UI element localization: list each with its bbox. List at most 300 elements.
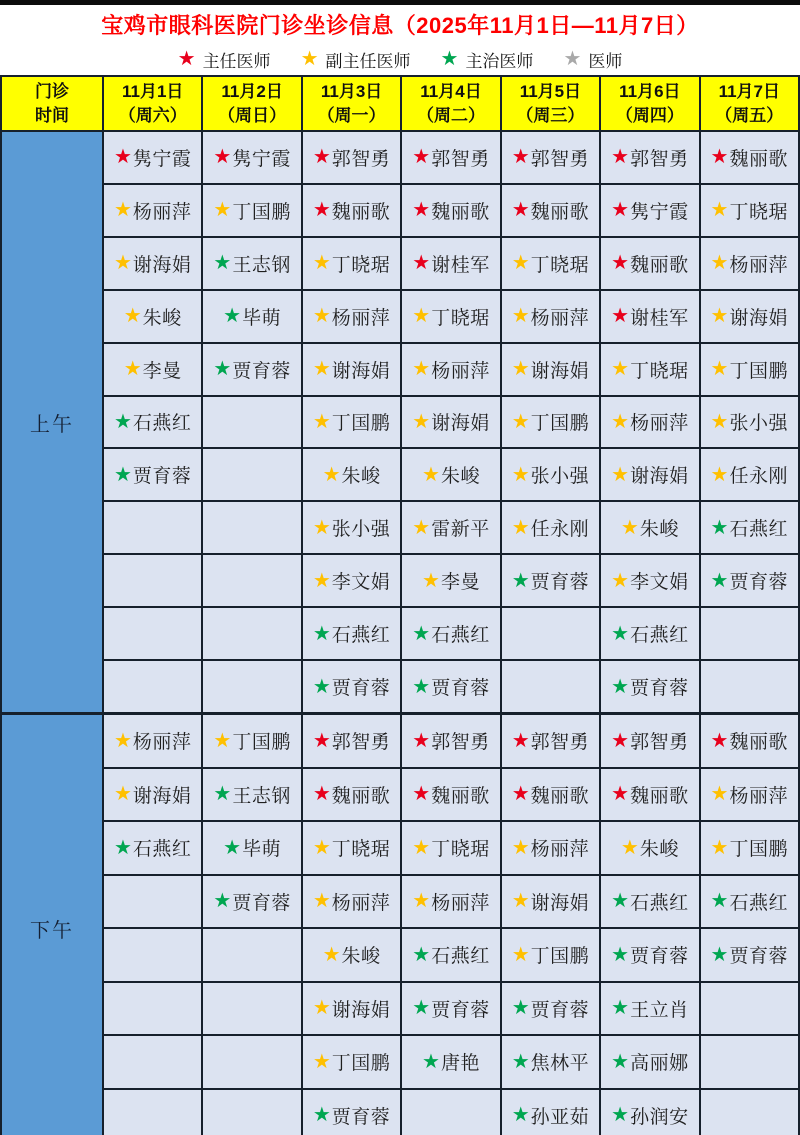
- doctor-level-star-icon: ★: [213, 783, 232, 806]
- doctor-level-star-icon: ★: [511, 146, 530, 169]
- doctor-name: 任永刚: [530, 519, 590, 541]
- doctor-level-star-icon: ★: [113, 199, 132, 222]
- time-header-cell: [2, 77, 102, 130]
- masthead: [0, 5, 800, 75]
- schedule-cell: [303, 397, 400, 448]
- doctor-level-star-icon: ★: [511, 836, 530, 859]
- legend-item: [301, 47, 411, 72]
- empty-cell: [104, 608, 201, 659]
- schedule-cell: [402, 397, 499, 448]
- doctor-level-star-icon: ★: [511, 943, 530, 966]
- empty-cell: [203, 502, 300, 553]
- schedule-cell: [303, 449, 400, 500]
- doctor-level-star-icon: ★: [312, 675, 331, 698]
- doctor-name: 郭智勇: [331, 148, 391, 170]
- doctor-name: 魏丽歌: [630, 254, 689, 276]
- doctor-level-star-icon: ★: [511, 1050, 530, 1073]
- doctor-level-star-icon: ★: [511, 997, 530, 1020]
- doctor-name: 谢海娟: [630, 466, 689, 488]
- schedule-cell: [502, 769, 599, 821]
- legend-star-icon: ★: [440, 48, 459, 70]
- doctor-name: 郭智勇: [530, 732, 590, 754]
- doctor-level-star-icon: ★: [611, 997, 630, 1020]
- schedule-cell: [701, 132, 798, 183]
- doctor-name: 朱峻: [639, 519, 679, 541]
- doctor-level-star-icon: ★: [611, 783, 630, 806]
- doctor-name: 魏丽歌: [729, 732, 788, 754]
- doctor-level-star-icon: ★: [710, 146, 729, 169]
- doctor-level-star-icon: ★: [511, 729, 530, 752]
- doctor-name: 郭智勇: [530, 148, 590, 170]
- doctor-level-star-icon: ★: [611, 729, 630, 752]
- doctor-name: 石燕红: [132, 839, 192, 861]
- doctor-name: 魏丽歌: [331, 201, 391, 223]
- legend-star-icon: ★: [300, 48, 319, 70]
- empty-cell: [402, 1090, 499, 1135]
- doctor-level-star-icon: ★: [511, 890, 530, 913]
- empty-cell: [701, 608, 798, 659]
- doctor-name: 魏丽歌: [331, 785, 391, 807]
- day-header-date: 11月5日: [519, 81, 582, 101]
- schedule-cell: [502, 397, 599, 448]
- empty-cell: [701, 1090, 798, 1135]
- schedule-cell: [203, 185, 300, 236]
- empty-cell: [502, 661, 599, 712]
- legend-label: 主任医师: [202, 51, 271, 71]
- doctor-name: 雷新平: [431, 519, 490, 541]
- doctor-level-star-icon: ★: [213, 358, 232, 381]
- time-period-label: 下午: [2, 715, 102, 1135]
- schedule-cell: [502, 132, 599, 183]
- doctor-name: 杨丽萍: [132, 201, 192, 223]
- doctor-level-star-icon: ★: [611, 1050, 630, 1073]
- doctor-name: 魏丽歌: [729, 148, 788, 170]
- empty-cell: [104, 502, 201, 553]
- day-header-weekday: （周日）: [218, 105, 287, 125]
- schedule-cell: [701, 185, 798, 236]
- doctor-name: 谢桂军: [431, 254, 490, 276]
- schedule-cell: [303, 555, 400, 606]
- schedule-cell: [303, 185, 400, 236]
- doctor-level-star-icon: ★: [312, 569, 331, 592]
- doctor-name: 石燕红: [630, 625, 689, 647]
- schedule-cell: [601, 555, 698, 606]
- schedule-cell: [203, 344, 300, 395]
- doctor-level-star-icon: ★: [322, 943, 341, 966]
- empty-cell: [104, 555, 201, 606]
- doctor-name: 杨丽萍: [729, 254, 788, 276]
- doctor-level-star-icon: ★: [412, 358, 431, 381]
- doctor-name: 郭智勇: [630, 148, 689, 170]
- legend-star-icon: ★: [177, 48, 196, 70]
- schedule-cell: [701, 238, 798, 289]
- schedule-cell: [601, 769, 698, 821]
- schedule-cell: [701, 876, 798, 928]
- schedule-cell: [502, 502, 599, 553]
- doctor-name: 王志钢: [232, 785, 291, 807]
- doctor-name: 谢海娟: [132, 254, 192, 276]
- doctor-level-star-icon: ★: [710, 252, 729, 275]
- schedule-cell: [303, 822, 400, 874]
- doctor-level-star-icon: ★: [611, 463, 630, 486]
- doctor-level-star-icon: ★: [611, 569, 630, 592]
- header-row: [2, 77, 798, 130]
- doctor-name: 贾育蓉: [431, 678, 490, 700]
- legend-item: [441, 47, 534, 72]
- schedule-cell: [203, 291, 300, 342]
- schedule-cell: [402, 132, 499, 183]
- doctor-name: 贾育蓉: [530, 572, 590, 594]
- doctor-level-star-icon: ★: [710, 358, 729, 381]
- schedule-cell: [601, 397, 698, 448]
- schedule-cell: [701, 449, 798, 500]
- doctor-level-star-icon: ★: [611, 410, 630, 433]
- empty-cell: [104, 661, 201, 712]
- schedule-cell: [601, 502, 698, 553]
- doctor-name: 杨丽萍: [132, 732, 192, 754]
- doctor-level-star-icon: ★: [611, 675, 630, 698]
- day-header-weekday: （周三）: [516, 105, 585, 125]
- time-header-line2: 时间: [35, 105, 69, 125]
- schedule-cell: [402, 608, 499, 659]
- schedule-cell: [502, 983, 599, 1035]
- doctor-level-star-icon: ★: [213, 146, 232, 169]
- schedule-cell: [402, 769, 499, 821]
- schedule-cell: [303, 132, 400, 183]
- empty-cell: [104, 876, 201, 928]
- doctor-level-star-icon: ★: [312, 358, 331, 381]
- schedule-cell: [203, 715, 300, 767]
- doctor-level-star-icon: ★: [213, 199, 232, 222]
- doctor-name: 石燕红: [729, 519, 788, 541]
- doctor-level-star-icon: ★: [412, 836, 431, 859]
- doctor-name: 丁国鹏: [530, 946, 590, 968]
- schedule-cell: [601, 238, 698, 289]
- doctor-name: 焦林平: [530, 1053, 590, 1075]
- schedule-cell: [303, 929, 400, 981]
- schedule-cell: [303, 238, 400, 289]
- doctor-level-star-icon: ★: [422, 1050, 440, 1073]
- doctor-name: 杨丽萍: [431, 360, 490, 382]
- doctor-level-star-icon: ★: [710, 890, 729, 913]
- schedule-cell: [502, 822, 599, 874]
- schedule-table: [0, 75, 800, 1135]
- schedule-cell: [502, 344, 599, 395]
- doctor-name: 谢海娟: [729, 307, 788, 329]
- doctor-level-star-icon: ★: [113, 783, 132, 806]
- doctor-level-star-icon: ★: [412, 729, 431, 752]
- doctor-name: 谢桂军: [630, 307, 689, 329]
- empty-cell: [701, 983, 798, 1035]
- doctor-name: 丁国鹏: [530, 413, 590, 435]
- day-header-cell: [502, 77, 599, 130]
- doctor-name: 杨丽萍: [530, 307, 590, 329]
- schedule-cell: [502, 555, 599, 606]
- doctor-level-star-icon: ★: [611, 358, 630, 381]
- doctor-name: 张小强: [331, 519, 391, 541]
- schedule-cell: [303, 344, 400, 395]
- schedule-cell: [502, 449, 599, 500]
- schedule-cell: [701, 344, 798, 395]
- doctor-level-star-icon: ★: [511, 569, 530, 592]
- schedule-cell: [104, 132, 201, 183]
- schedule-cell: [402, 502, 499, 553]
- doctor-level-star-icon: ★: [412, 783, 431, 806]
- doctor-level-star-icon: ★: [223, 305, 242, 328]
- doctor-name: 朱峻: [440, 466, 480, 488]
- day-header-weekday: （周六）: [118, 105, 187, 125]
- doctor-name: 谢海娟: [331, 360, 391, 382]
- schedule-cell: [303, 983, 400, 1035]
- day-header-weekday: （周一）: [317, 105, 386, 125]
- doctor-level-star-icon: ★: [710, 463, 729, 486]
- schedule-cell: [701, 555, 798, 606]
- afternoon-grid: [2, 715, 798, 1135]
- doctor-name: 郭智勇: [331, 732, 391, 754]
- doctor-name: 贾育蓉: [630, 946, 689, 968]
- schedule-cell: [601, 983, 698, 1035]
- schedule-cell: [601, 449, 698, 500]
- schedule-cell: [502, 185, 599, 236]
- doctor-level-star-icon: ★: [312, 622, 331, 645]
- doctor-name: 杨丽萍: [729, 785, 788, 807]
- day-header-cell: [402, 77, 499, 130]
- doctor-name: 谢海娟: [530, 892, 590, 914]
- time-period-label: 上午: [2, 132, 102, 712]
- doctor-name: 贾育蓉: [232, 892, 291, 914]
- doctor-level-star-icon: ★: [710, 836, 729, 859]
- schedule-cell: [104, 185, 201, 236]
- doctor-level-star-icon: ★: [223, 836, 242, 859]
- schedule-cell: [203, 238, 300, 289]
- schedule-cell: [701, 502, 798, 553]
- doctor-level-star-icon: ★: [412, 943, 431, 966]
- doctor-level-star-icon: ★: [710, 199, 729, 222]
- doctor-level-star-icon: ★: [123, 305, 142, 328]
- legend-item: [178, 47, 271, 72]
- doctor-level-star-icon: ★: [611, 1104, 630, 1127]
- empty-cell: [701, 1036, 798, 1088]
- schedule-cell: [402, 555, 499, 606]
- doctor-name: 丁国鹏: [331, 413, 391, 435]
- doctor-level-star-icon: ★: [620, 836, 639, 859]
- doctor-level-star-icon: ★: [312, 516, 331, 539]
- schedule-cell: [402, 238, 499, 289]
- doctor-level-star-icon: ★: [511, 252, 530, 275]
- doctor-name: 石燕红: [431, 625, 490, 647]
- doctor-name: 毕萌: [242, 307, 282, 329]
- doctor-name: 魏丽歌: [431, 785, 490, 807]
- doctor-name: 丁晓琚: [331, 839, 391, 861]
- schedule-cell: [601, 608, 698, 659]
- doctor-level-star-icon: ★: [412, 675, 431, 698]
- schedule-cell: [601, 291, 698, 342]
- doctor-name: 任永刚: [729, 466, 788, 488]
- schedule-cell: [303, 608, 400, 659]
- day-header-cell: [203, 77, 300, 130]
- schedule-cell: [701, 397, 798, 448]
- schedule-cell: [701, 769, 798, 821]
- doctor-level-star-icon: ★: [710, 729, 729, 752]
- schedule-cell: [104, 449, 201, 500]
- doctor-level-star-icon: ★: [422, 463, 440, 486]
- schedule-cell: [104, 769, 201, 821]
- schedule-cell: [203, 769, 300, 821]
- doctor-level-star-icon: ★: [710, 783, 729, 806]
- schedule-cell: [601, 661, 698, 712]
- doctor-name: 朱峻: [341, 466, 381, 488]
- doctor-level-star-icon: ★: [412, 199, 431, 222]
- day-header-date: 11月7日: [718, 81, 780, 101]
- empty-cell: [203, 397, 300, 448]
- schedule-cell: [402, 1036, 499, 1088]
- doctor-level-star-icon: ★: [511, 199, 530, 222]
- doctor-name: 谢海娟: [530, 360, 590, 382]
- schedule-cell: [402, 449, 499, 500]
- schedule-cell: [601, 715, 698, 767]
- doctor-name: 贾育蓉: [729, 946, 788, 968]
- doctor-level-star-icon: ★: [611, 252, 630, 275]
- schedule-cell: [701, 715, 798, 767]
- schedule-cell: [701, 291, 798, 342]
- doctor-name: 贾育蓉: [331, 1106, 391, 1128]
- doctor-name: 丁国鹏: [232, 732, 291, 754]
- schedule-cell: [502, 876, 599, 928]
- schedule-cell: [303, 1090, 400, 1135]
- doctor-name: 孙润安: [630, 1106, 689, 1128]
- legend: [178, 47, 623, 72]
- schedule-cell: [104, 822, 201, 874]
- doctor-name: 谢海娟: [132, 785, 192, 807]
- doctor-level-star-icon: ★: [611, 199, 630, 222]
- doctor-level-star-icon: ★: [113, 252, 132, 275]
- schedule-cell: [402, 291, 499, 342]
- schedule-cell: [402, 715, 499, 767]
- doctor-level-star-icon: ★: [412, 516, 431, 539]
- doctor-name: 石燕红: [630, 892, 689, 914]
- doctor-name: 丁国鹏: [232, 201, 291, 223]
- schedule-cell: [402, 929, 499, 981]
- schedule-cell: [203, 876, 300, 928]
- day-header-weekday: （周五）: [715, 105, 784, 125]
- doctor-name: 李曼: [142, 360, 182, 382]
- doctor-name: 朱峻: [341, 946, 381, 968]
- doctor-level-star-icon: ★: [611, 622, 630, 645]
- legend-label: 主治医师: [465, 51, 534, 71]
- doctor-name: 贾育蓉: [530, 999, 590, 1021]
- doctor-name: 魏丽歌: [630, 785, 689, 807]
- empty-cell: [701, 661, 798, 712]
- schedule-cell: [203, 822, 300, 874]
- schedule-cell: [601, 185, 698, 236]
- doctor-name: 隽宁霞: [630, 201, 689, 223]
- empty-cell: [203, 1090, 300, 1135]
- doctor-level-star-icon: ★: [213, 729, 232, 752]
- doctor-name: 杨丽萍: [331, 892, 391, 914]
- schedule-cell: [402, 876, 499, 928]
- empty-cell: [104, 1036, 201, 1088]
- doctor-level-star-icon: ★: [113, 463, 132, 486]
- doctor-name: 丁国鹏: [331, 1053, 391, 1075]
- doctor-level-star-icon: ★: [511, 1104, 530, 1127]
- schedule-cell: [601, 132, 698, 183]
- doctor-level-star-icon: ★: [710, 305, 729, 328]
- doctor-name: 丁晓琚: [530, 254, 590, 276]
- schedule-cell: [303, 715, 400, 767]
- doctor-name: 李文娟: [331, 572, 391, 594]
- schedule-cell: [601, 1090, 698, 1135]
- doctor-level-star-icon: ★: [710, 569, 729, 592]
- schedule-cell: [104, 397, 201, 448]
- legend-label: 医师: [588, 51, 623, 71]
- day-header-date: 11月4日: [420, 81, 482, 101]
- doctor-level-star-icon: ★: [511, 783, 530, 806]
- morning-grid: [2, 132, 798, 712]
- doctor-level-star-icon: ★: [113, 146, 132, 169]
- schedule-cell: [104, 344, 201, 395]
- doctor-level-star-icon: ★: [312, 1050, 331, 1073]
- doctor-name: 贾育蓉: [331, 678, 391, 700]
- legend-label: 副主任医师: [325, 51, 411, 71]
- schedule-cell: [701, 929, 798, 981]
- empty-cell: [104, 929, 201, 981]
- schedule-cell: [601, 929, 698, 981]
- doctor-level-star-icon: ★: [312, 252, 331, 275]
- doctor-level-star-icon: ★: [312, 997, 331, 1020]
- doctor-level-star-icon: ★: [710, 943, 729, 966]
- doctor-level-star-icon: ★: [412, 622, 431, 645]
- doctor-level-star-icon: ★: [412, 146, 431, 169]
- doctor-name: 贾育蓉: [132, 466, 192, 488]
- doctor-level-star-icon: ★: [511, 305, 530, 328]
- doctor-level-star-icon: ★: [611, 146, 630, 169]
- doctor-level-star-icon: ★: [312, 199, 331, 222]
- doctor-name: 丁晓琚: [431, 307, 490, 329]
- doctor-name: 杨丽萍: [630, 413, 689, 435]
- doctor-name: 石燕红: [132, 413, 192, 435]
- doctor-level-star-icon: ★: [113, 729, 132, 752]
- day-header-date: 11月2日: [221, 81, 283, 101]
- doctor-name: 高丽娜: [630, 1053, 689, 1075]
- schedule-cell: [303, 769, 400, 821]
- empty-cell: [203, 555, 300, 606]
- doctor-name: 丁国鹏: [729, 360, 788, 382]
- day-header-date: 11月6日: [619, 81, 681, 101]
- doctor-level-star-icon: ★: [412, 410, 431, 433]
- doctor-name: 杨丽萍: [530, 839, 590, 861]
- doctor-level-star-icon: ★: [213, 252, 232, 275]
- schedule-cell: [104, 291, 201, 342]
- doctor-name: 朱峻: [142, 307, 182, 329]
- page-title: 宝鸡市眼科医院门诊坐诊信息（2025年11月1日—11月7日）: [101, 12, 699, 38]
- schedule-cell: [502, 1036, 599, 1088]
- day-header-date: 11月1日: [121, 81, 184, 101]
- schedule-cell: [303, 291, 400, 342]
- doctor-name: 张小强: [729, 413, 788, 435]
- day-header-weekday: （周四）: [615, 105, 684, 125]
- schedule-cell: [402, 661, 499, 712]
- empty-cell: [203, 929, 300, 981]
- doctor-level-star-icon: ★: [511, 516, 530, 539]
- doctor-name: 贾育蓉: [729, 572, 788, 594]
- doctor-name: 贾育蓉: [232, 360, 291, 382]
- doctor-level-star-icon: ★: [312, 410, 331, 433]
- doctor-name: 魏丽歌: [431, 201, 490, 223]
- doctor-level-star-icon: ★: [611, 943, 630, 966]
- doctor-level-star-icon: ★: [412, 997, 431, 1020]
- schedule-cell: [502, 929, 599, 981]
- doctor-level-star-icon: ★: [710, 410, 729, 433]
